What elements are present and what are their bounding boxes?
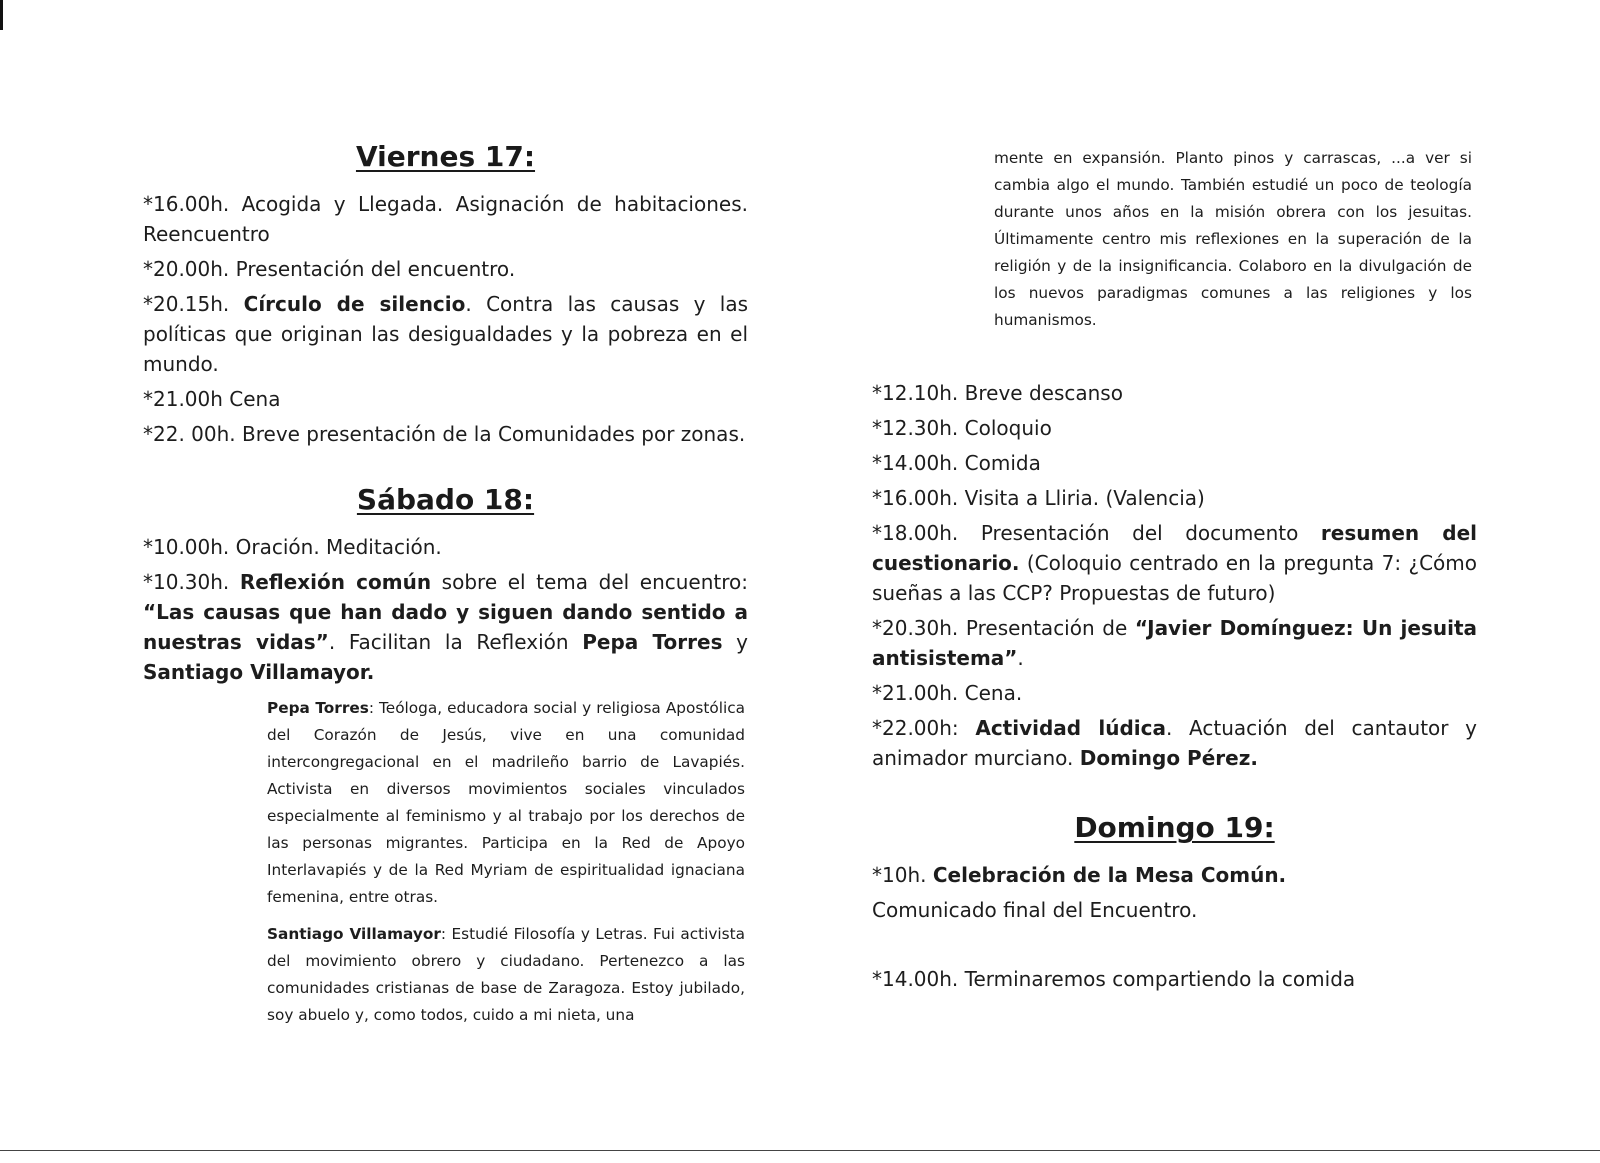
domingo-item-1: *10h. Celebración de la Mesa Común. — [872, 863, 1287, 888]
sabado-item-4: *12.30h. Coloquio — [872, 416, 1052, 441]
bio-name: Pepa Torres — [267, 699, 369, 717]
viernes-item-3: *20.15h. Círculo de silencio. Contra las causas y las políticas que originan las desigualdades y la pobreza en el mundo. — [143, 292, 748, 376]
bio-pepa-torres: Pepa Torres: Teóloga, educadora social y religiosa Apostólica del Corazón de Jesús, vive en una comunidad intercongregacional en el madrileño barrio de Lavapiés. Activista en diversos movimientos sociales vinculados especialmente al feminismo y al trabajo por los derechos de las personas migrantes. Participa en la Red de Apoyo Interlavapiés y de la Red Myriam de espiritualidad ignaciana femenina, entre otras. — [267, 699, 745, 906]
page-bottom-line — [0, 1150, 1600, 1151]
bio-name: Santiago Villamayor — [267, 925, 441, 943]
left-column — [143, 140, 748, 1039]
viernes-item-1: *16.00h. Acogida y Llegada. Asignación de habitaciones. Reencuentro — [143, 192, 748, 246]
right-column — [872, 130, 1477, 999]
domingo-item-2: Comunicado final del Encuentro. — [872, 898, 1198, 923]
circulo-silencio-label: Círculo de silencio — [243, 292, 466, 316]
sabado-title: Sábado 18: — [356, 483, 535, 516]
viernes-title: Viernes 17: — [355, 140, 536, 173]
scan-edge-mark — [0, 0, 3, 30]
sabado-item-6: *16.00h. Visita a Lliria. (Valencia) — [872, 486, 1205, 511]
bio-santiago-continuation: mente en expansión. Planto pinos y carrascas, ...a ver si cambia algo el mundo. También estudié un poco de teología durante unos años en la misión obrera con los jesuitas. Últimamente centro mis reflexiones en la superación de la religión y de la insignificancia. Colaboro en la divulgación de los nuevos paradigmas comunes a las religiones y los humanismos. — [994, 149, 1472, 330]
domingo-title: Domingo 19: — [1074, 811, 1275, 845]
viernes-item-5: *22. 00h. Breve presentación de la Comunidades por zonas. — [143, 422, 746, 446]
sabado-item-7: *18.00h. Presentación del documento resumen del cuestionario. (Coloquio centrado en la pregunta 7: ¿Cómo sueñas a las CCP? Propuestas de futuro) — [872, 521, 1477, 606]
sabado-item-2: *10.30h. Reflexión común sobre el tema del encuentro: “Las causas que han dado y siguen dando sentido a nuestras vidas”. Facilitan la Reflexión Pepa Torres y Santiago Villamayor. — [143, 570, 749, 684]
viernes-item-4: *21.00h Cena — [143, 387, 281, 411]
viernes-item-2: *20.00h. Presentación del encuentro. — [143, 257, 516, 281]
sabado-item-1: *10.00h. Oración. Meditación. — [143, 535, 442, 559]
domingo-item-3: *14.00h. Terminaremos compartiendo la comida — [872, 967, 1356, 992]
sabado-item-10: *22.00h: Actividad lúdica. Actuación del cantautor y animador murciano. Domingo Pérez. — [872, 716, 1478, 771]
spacer — [872, 930, 1477, 964]
sabado-item-5: *14.00h. Comida — [872, 451, 1041, 476]
sabado-item-3: *12.10h. Breve descanso — [872, 381, 1123, 406]
sabado-item-8: *20.30h. Presentación de “Javier Domínguez: Un jesuita antisistema”. — [872, 616, 1477, 671]
bio-santiago-villamayor: Santiago Villamayor: Estudié Filosofía y Letras. Fui activista del movimiento obrero y ciudadano. Pertenezco a las comunidades cristianas de base de Zaragoza. Estoy jubilado, soy abuelo y, como todos, cuido a mi nieta, una — [267, 925, 745, 1024]
sabado-item-9: *21.00h. Cena. — [872, 681, 1023, 706]
